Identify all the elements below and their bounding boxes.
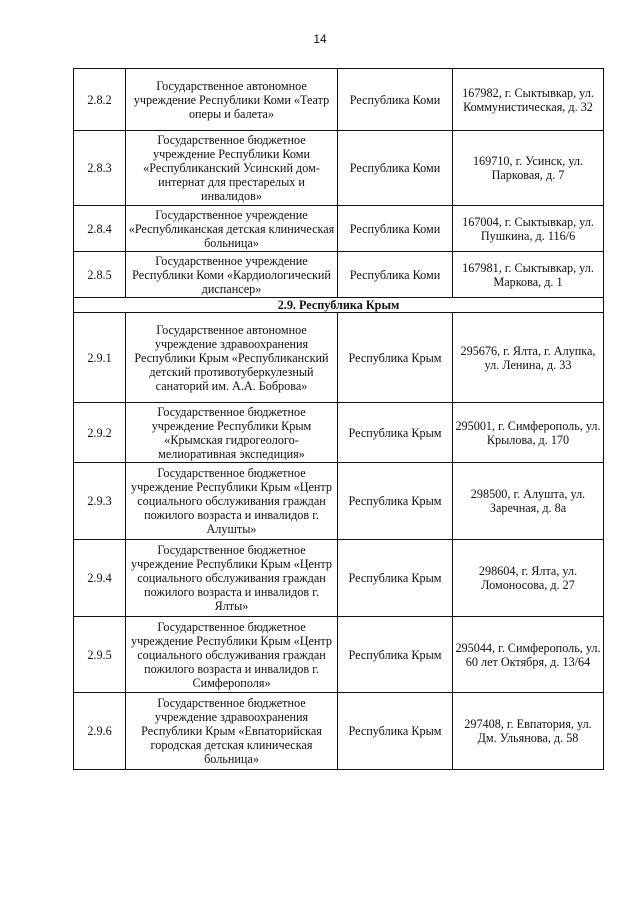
address: 298604, г. Ялта, ул. Ломоносова, д. 27 — [453, 540, 604, 617]
institutions-table — [73, 68, 604, 770]
table-row — [74, 252, 604, 298]
institution-name: Государственное учреждение «Республиканская детская клиническая больница» — [126, 206, 338, 252]
row-number: 2.8.5 — [74, 252, 126, 298]
region: Республика Коми — [338, 69, 453, 131]
address: 169710, г. Усинск, ул. Парковая, д. 7 — [453, 131, 604, 206]
address: 295676, г. Ялта, г. Алупка, ул. Ленина, д. 33 — [453, 313, 604, 403]
address: 167004, г. Сыктывкар, ул. Пушкина, д. 116/6 — [453, 206, 604, 252]
row-number: 2.8.3 — [74, 131, 126, 206]
row-number: 2.9.2 — [74, 403, 126, 463]
region: Республика Коми — [338, 206, 453, 252]
region: Республика Коми — [338, 131, 453, 206]
region: Республика Крым — [338, 403, 453, 463]
address: 298500, г. Алушта, ул. Заречная, д. 8а — [453, 463, 604, 540]
row-number: 2.9.4 — [74, 540, 126, 617]
institution-name: Государственное бюджетное учреждение Республики Крым «Крымская гидрогеолого-мелиоративная экспедиция» — [126, 403, 338, 463]
table-row — [74, 131, 604, 206]
row-number: 2.9.3 — [74, 463, 126, 540]
institution-name: Государственное бюджетное учреждение Республики Крым «Центр социального обслуживания граждан пожилого возраста и инвалидов г. Алушты» — [126, 463, 338, 540]
table-row — [74, 206, 604, 252]
page-number: 14 — [313, 32, 327, 46]
table-row — [74, 540, 604, 617]
institution-name: Государственное бюджетное учреждение Республики Крым «Центр социального обслуживания граждан пожилого возраста и инвалидов г. Симферополя» — [126, 617, 338, 693]
address: 167981, г. Сыктывкар, ул. Маркова, д. 1 — [453, 252, 604, 298]
table-row — [74, 69, 604, 131]
region: Республика Крым — [338, 693, 453, 770]
institution-name: Государственное бюджетное учреждение Республики Крым «Центр социального обслуживания граждан пожилого возраста и инвалидов г. Ялты» — [126, 540, 338, 617]
table-row — [74, 617, 604, 693]
region: Республика Крым — [338, 617, 453, 693]
row-number: 2.8.2 — [74, 69, 126, 131]
institution-name: Государственное автономное учреждение здравоохранения Республики Крым «Республиканский детский противотуберкулезный санаторий им. А.А. Боброва» — [126, 313, 338, 403]
table-row — [74, 463, 604, 540]
address: 295044, г. Симферополь, ул. 60 лет Октября, д. 13/64 — [453, 617, 604, 693]
table-row — [74, 313, 604, 403]
row-number: 2.9.5 — [74, 617, 126, 693]
section-row — [74, 298, 604, 313]
row-number: 2.8.4 — [74, 206, 126, 252]
institution-name: Государственное бюджетное учреждение Республики Коми «Республиканский Усинский дом-интернат для престарелых и инвалидов» — [126, 131, 338, 206]
row-number: 2.9.1 — [74, 313, 126, 403]
institution-name: Государственное бюджетное учреждение здравоохранения Республики Крым «Евпаторийская городская детская клиническая больница» — [126, 693, 338, 770]
section-title: 2.9. Республика Крым — [74, 298, 604, 313]
address: 297408, г. Евпатория, ул. Дм. Ульянова, д. 58 — [453, 693, 604, 770]
institution-name: Государственное автономное учреждение Республики Коми «Театр оперы и балета» — [126, 69, 338, 131]
table-row — [74, 693, 604, 770]
row-number: 2.9.6 — [74, 693, 126, 770]
table-row — [74, 403, 604, 463]
institution-name: Государственное учреждение Республики Коми «Кардиологический диспансер» — [126, 252, 338, 298]
region: Республика Крым — [338, 313, 453, 403]
region: Республика Коми — [338, 252, 453, 298]
region: Республика Крым — [338, 463, 453, 540]
address: 295001, г. Симферополь, ул. Крылова, д. 170 — [453, 403, 604, 463]
region: Республика Крым — [338, 540, 453, 617]
address: 167982, г. Сыктывкар, ул. Коммунистическая, д. 32 — [453, 69, 604, 131]
